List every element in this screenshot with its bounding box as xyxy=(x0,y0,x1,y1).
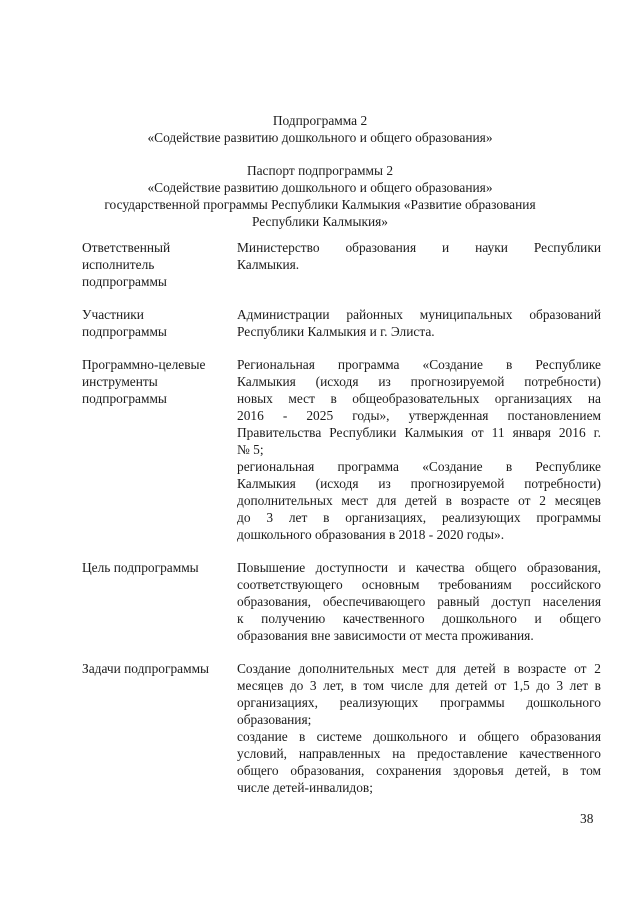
value-line: 2016 - 2025 годы», утвержденная постановлением xyxy=(237,408,601,423)
label-line: Цель подпрограммы xyxy=(82,560,199,575)
page-number: 38 xyxy=(580,811,594,826)
label-line: подпрограммы xyxy=(82,324,167,339)
value-line: общего образования, сохранения здоровья детей, в том xyxy=(237,763,601,778)
subprogram-title: Подпрограмма 2 xyxy=(272,113,368,128)
row-label-responsible xyxy=(82,239,227,290)
value-line: создание в системе дошкольного и общего образования xyxy=(237,729,601,744)
passport-title: Паспорт подпрограммы 2 xyxy=(246,163,394,178)
value-line: Республики Калмыкия и г. Элиста. xyxy=(237,324,435,339)
row-value-participants xyxy=(237,306,601,340)
value-line: Правительства Республики Калмыкия от 11 января 2016 г. xyxy=(237,425,601,440)
label-line: инструменты xyxy=(82,374,158,389)
value-line: Региональная программа «Создание в Республике xyxy=(237,357,601,372)
value-line: Калмыкия (исходя из прогнозируемой потребности) xyxy=(237,476,601,491)
passport-state-program-end: Республики Калмыкия» xyxy=(251,214,389,229)
row-value-tasks xyxy=(237,660,601,796)
value-line: Повышение доступности и качества общего образования, xyxy=(237,560,601,575)
value-line: образования; xyxy=(237,712,312,727)
passport-state-program: государственной программы Республики Калмыкия «Развитие образования xyxy=(104,197,536,212)
value-line: Калмыкия. xyxy=(237,257,300,272)
value-line: образования, обеспечивающего равный доступ населения xyxy=(237,594,601,609)
label-line: подпрограммы xyxy=(82,274,167,289)
value-line: новых мест в общеобразовательных организациях на xyxy=(237,391,601,406)
value-line: Создание дополнительных мест для детей в возрасте от 2 xyxy=(237,661,601,676)
value-line: числе детей-инвалидов; xyxy=(237,780,373,795)
row-label-goal xyxy=(82,559,227,576)
value-line: Администрации районных муниципальных образований xyxy=(237,307,601,322)
value-line: региональная программа «Создание в Республике xyxy=(237,459,601,474)
value-line: дополнительных мест для детей в возрасте от 2 месяцев xyxy=(237,493,601,508)
value-line: до 3 лет в организациях, реализующих программы xyxy=(237,510,601,525)
row-label-instruments xyxy=(82,356,227,407)
label-line: Программно-целевые xyxy=(82,357,206,372)
label-line: Участники xyxy=(82,307,144,322)
label-line: исполнитель xyxy=(82,257,155,272)
row-label-participants xyxy=(82,306,227,340)
value-line: Министерство образования и науки Республики xyxy=(237,240,601,255)
value-line: соответствующего основным требованиям российского xyxy=(237,577,601,592)
value-line: месяцев до 3 лет, в том числе для детей от 1,5 до 3 лет в xyxy=(237,678,601,693)
label-line: подпрограммы xyxy=(82,391,167,406)
value-line: дошкольного образования в 2018 - 2020 годы». xyxy=(237,527,505,542)
value-line: образования вне зависимости от места проживания. xyxy=(237,628,534,643)
row-value-responsible xyxy=(237,239,601,273)
value-line: Калмыкия (исходя из прогнозируемой потребности) xyxy=(237,374,601,389)
label-line: Задачи подпрограммы xyxy=(82,661,210,676)
value-line: условий, направленных на предоставление качественного xyxy=(237,746,601,761)
label-line: Ответственный xyxy=(82,240,171,255)
value-line: № 5; xyxy=(237,442,264,457)
row-value-goal xyxy=(237,559,601,644)
row-value-instruments xyxy=(237,356,601,543)
passport-subprogram-name: «Содействие развитию дошкольного и общего образования» xyxy=(147,180,493,195)
row-label-tasks xyxy=(82,660,227,677)
subprogram-name: «Содействие развитию дошкольного и общего образования» xyxy=(147,130,493,145)
value-line: к получению качественного дошкольного и общего xyxy=(237,611,601,626)
value-line: организациях, реализующих программы дошкольного xyxy=(237,695,601,710)
